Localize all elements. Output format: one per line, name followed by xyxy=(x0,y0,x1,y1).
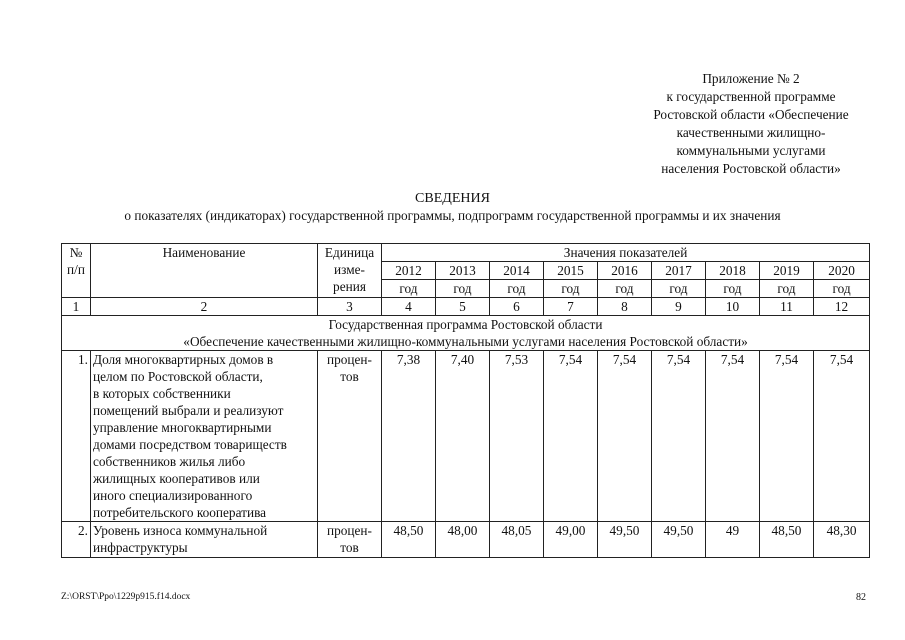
unit-cell xyxy=(318,351,382,522)
year-word: год xyxy=(723,281,742,296)
value-cell: 7,54 xyxy=(652,351,706,522)
column-number: 6 xyxy=(490,298,544,316)
indicator-name-line: иного специализированного xyxy=(93,488,253,503)
unit-line: тов xyxy=(340,369,359,384)
year-label: 2014 xyxy=(490,262,543,280)
year-label: 2016 xyxy=(598,262,651,280)
value-cell: 7,54 xyxy=(598,351,652,522)
footer-file-path: Z:\ORST\Ppo\1229p915.f14.docx xyxy=(61,592,191,602)
year-label: 2020 xyxy=(814,262,869,280)
value-cell: 7,40 xyxy=(436,351,490,522)
value-cell: 7,38 xyxy=(382,351,436,522)
appendix-line: Ростовской области «Обеспечение xyxy=(653,107,849,122)
section-row xyxy=(62,316,870,351)
table-row xyxy=(62,351,870,522)
year-word: год xyxy=(561,281,580,296)
year-label: 2012 xyxy=(382,262,435,280)
value-cell: 48,05 xyxy=(490,522,544,558)
appendix-line: качественными жилищно- xyxy=(676,125,826,140)
year-word: год xyxy=(615,281,634,296)
header-num-line2: п/п xyxy=(67,262,85,277)
unit-cell xyxy=(318,522,382,558)
row-number: 1. xyxy=(62,351,91,522)
appendix-line: коммунальными услугами xyxy=(676,143,826,158)
year-label: 2017 xyxy=(652,262,705,280)
appendix-line: населения Ростовской области» xyxy=(661,161,841,176)
indicator-name-line: Уровень износа коммунальной xyxy=(93,523,268,538)
header-year-cell xyxy=(382,262,436,298)
year-word: год xyxy=(669,281,688,296)
column-numbers-row xyxy=(62,298,870,316)
value-cell: 49,50 xyxy=(598,522,652,558)
indicator-name-line: в которых собственники xyxy=(93,386,231,401)
header-year-cell xyxy=(436,262,490,298)
column-number: 3 xyxy=(318,298,382,316)
value-cell: 49 xyxy=(706,522,760,558)
unit-line: тов xyxy=(340,540,359,555)
header-year-cell xyxy=(760,262,814,298)
document-title: СВЕДЕНИЯ xyxy=(415,191,490,206)
appendix-line: Приложение № 2 xyxy=(702,71,800,86)
year-word: год xyxy=(507,281,526,296)
column-number: 7 xyxy=(544,298,598,316)
header-unit-line2: изме- xyxy=(334,262,365,277)
value-cell: 7,54 xyxy=(706,351,760,522)
column-number: 4 xyxy=(382,298,436,316)
value-cell: 49,00 xyxy=(544,522,598,558)
value-cell: 7,53 xyxy=(490,351,544,522)
year-label: 2015 xyxy=(544,262,597,280)
indicator-name-line: управление многоквартирными xyxy=(93,420,272,435)
table-row xyxy=(62,522,870,558)
value-cell: 7,54 xyxy=(544,351,598,522)
unit-line: процен- xyxy=(327,352,372,367)
year-label: 2019 xyxy=(760,262,813,280)
year-word: год xyxy=(453,281,472,296)
column-number: 1 xyxy=(62,298,91,316)
value-cell: 7,54 xyxy=(760,351,814,522)
section-title-line1: Государственная программа Ростовской области xyxy=(328,317,603,332)
indicator-name-line: инфраструктуры xyxy=(93,540,188,555)
indicator-name-line: собственников жилья либо xyxy=(93,454,246,469)
indicator-name-line: жилищных кооперативов или xyxy=(93,471,260,486)
indicator-name xyxy=(91,351,318,522)
header-year-cell xyxy=(706,262,760,298)
header-year-cell xyxy=(814,262,870,298)
header-row xyxy=(62,244,870,262)
row-number: 2. xyxy=(62,522,91,558)
document-subtitle: о показателях (индикаторах) государственной программы, подпрограмм государственной программы и их значения xyxy=(124,208,781,223)
appendix-note xyxy=(620,70,882,178)
indicators-table xyxy=(61,243,870,558)
section-title-cell xyxy=(62,316,870,351)
header-year-cell xyxy=(598,262,652,298)
section-title-line2: «Обеспечение качественными жилищно-коммунальными услугами населения Ростовской области» xyxy=(183,334,748,349)
column-number: 12 xyxy=(814,298,870,316)
indicator-name-line: помещений выбрали и реализуют xyxy=(93,403,284,418)
value-cell: 49,50 xyxy=(652,522,706,558)
header-name-cell: Наименование xyxy=(91,244,318,298)
unit-line: процен- xyxy=(327,523,372,538)
column-number: 10 xyxy=(706,298,760,316)
indicator-name-line: домами посредством товариществ xyxy=(93,437,287,452)
column-number: 11 xyxy=(760,298,814,316)
column-number: 8 xyxy=(598,298,652,316)
header-num-line1: № xyxy=(69,245,83,260)
header-values-group: Значения показателей xyxy=(382,244,870,262)
header-year-cell xyxy=(652,262,706,298)
indicator-name-line: целом по Ростовской области, xyxy=(93,369,263,384)
header-unit-line1: Единица xyxy=(324,245,375,260)
column-number: 9 xyxy=(652,298,706,316)
year-word: год xyxy=(777,281,796,296)
header-year-cell xyxy=(544,262,598,298)
column-number: 5 xyxy=(436,298,490,316)
year-label: 2013 xyxy=(436,262,489,280)
page-number: 82 xyxy=(856,592,866,603)
indicator-name-line: Доля многоквартирных домов в xyxy=(93,352,274,367)
header-unit-cell xyxy=(318,244,382,298)
year-word: год xyxy=(832,281,851,296)
value-cell: 48,30 xyxy=(814,522,870,558)
header-num-cell xyxy=(62,244,91,298)
indicator-name xyxy=(91,522,318,558)
column-number: 2 xyxy=(91,298,318,316)
value-cell: 48,50 xyxy=(760,522,814,558)
year-word: год xyxy=(399,281,418,296)
indicator-name-line: потребительского кооператива xyxy=(93,505,267,520)
value-cell: 48,00 xyxy=(436,522,490,558)
appendix-line: к государственной программе xyxy=(666,89,836,104)
year-label: 2018 xyxy=(706,262,759,280)
header-unit-line3: рения xyxy=(333,279,366,294)
header-year-cell xyxy=(490,262,544,298)
value-cell: 7,54 xyxy=(814,351,870,522)
value-cell: 48,50 xyxy=(382,522,436,558)
